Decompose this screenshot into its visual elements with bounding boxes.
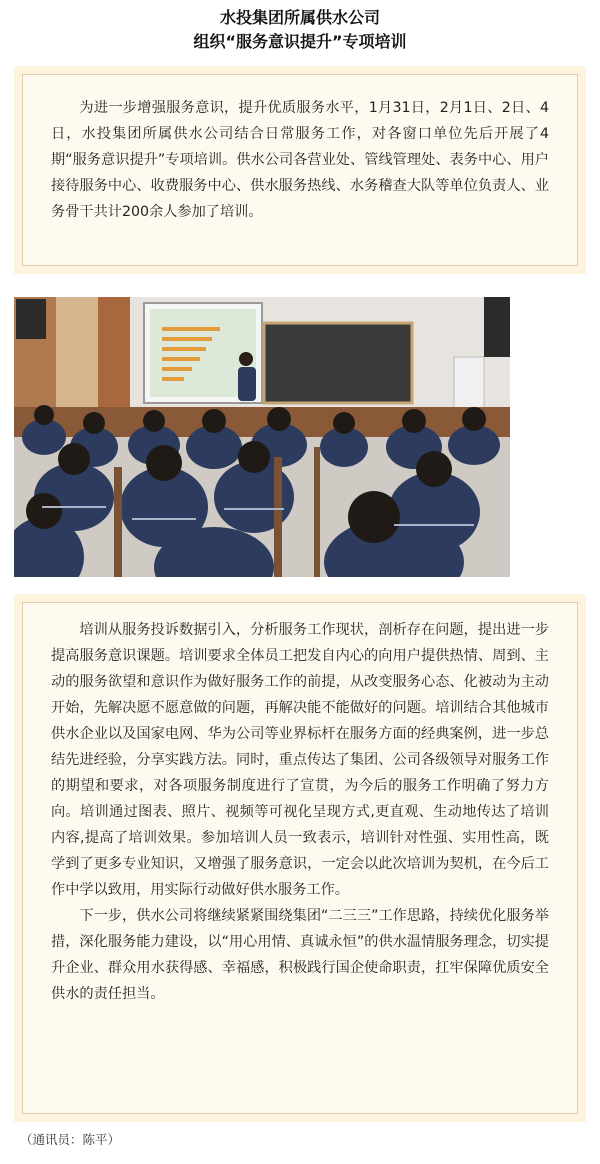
title-line-1: 水投集团所属供水公司 xyxy=(219,8,380,27)
body-paragraph-1: 培训从服务投诉数据引入，分析服务工作现状，剖析存在问题，提出进一步提高服务意识课题。培训要求全体员工把发自内心的向用户提供热情、周到、主动的服务欲望和意识作为做好服务工作的前提，从改变服务心态、化被动为主动开始，先解决愿不愿意做的问题，再解决能不能做好的问题。培训结合其他城市供水企业以及国家电网、华为公司等业界标杆在服务方面的经典案例，进一步总结先进经验，分享实践方法。同时，重点传达了集团、公司各级领导对服务工作的期望和要求，对各项服务制度进行了宣贯，为今后的服务工作明确了努力方向。培训通过图表、照片、视频等可视化呈现方式,更直观、生动地传达了培训内容,提高了培训效果。参加培训人员一致表示，培训针对性强、实用性高，既学到了更多专业知识，又增强了服务意识，一定会以此次培训为契机，在今后工作中学以致用，用实际行动做好供水服务工作。 xyxy=(51,622,549,898)
training-photo xyxy=(14,297,510,577)
intro-paragraph: 为进一步增强服务意识，提升优质服务水平，1月31日，2月1日、2日、4日，水投集团所属供水公司结合日常服务工作，对各窗口单位先后开展了4期“服务意识提升”专项培训。供水公司各营业处、管线管理处、表务中心、用户接待服务中心、收费服务中心、供水服务热线、水务稽查大队等单位负责人、业务骨干共计200余人参加了培训。 xyxy=(51,100,549,220)
title-line-2: 组织“服务意识提升”专项培训 xyxy=(193,32,407,51)
intro-box xyxy=(22,74,578,266)
correspondent-credit: （通讯员：陈平） xyxy=(20,1132,121,1147)
body-box xyxy=(22,602,578,1114)
article-title xyxy=(0,6,600,54)
body-box-frame xyxy=(14,594,586,1122)
body-paragraph-2: 下一步，供水公司将继续紧紧围绕集团“二三三”工作思路，持续优化服务举措，深化服务能力建设，以“用心用情、真诚永恒”的供水温情服务理念，切实提升企业、群众用水获得感、幸福感，积极践行国企使命职责，扛牢保障优质安全供水的责任担当。 xyxy=(51,908,549,1002)
intro-box-frame xyxy=(14,66,586,274)
